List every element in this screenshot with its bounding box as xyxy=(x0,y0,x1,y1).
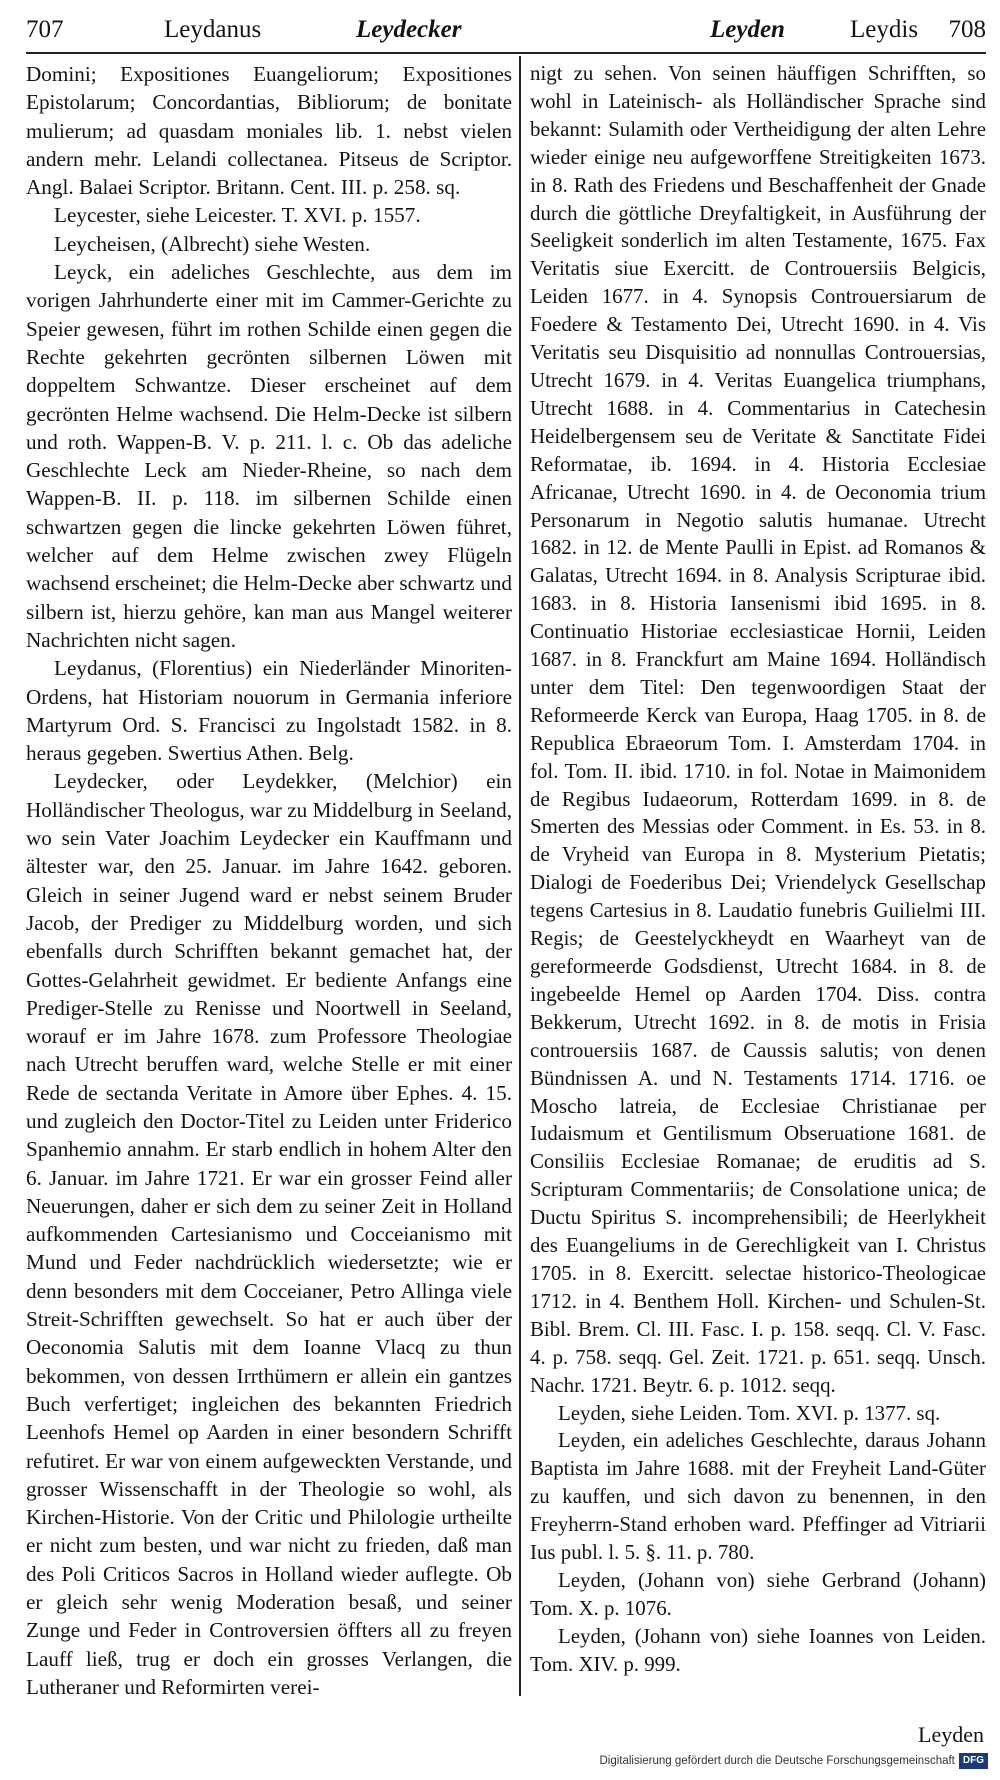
left-catchword: Leydecker xyxy=(356,16,462,43)
right-column xyxy=(530,60,986,1679)
entry-leycheisen: Leycheisen, (Albrecht) siehe Westen. xyxy=(54,231,371,256)
paragraph-continuation: Domini; Expositiones Euangeliorum; Expositiones Epistolarum; Concordantias, Bibliorum; de bonitate mulierum; ad quasdam moniales lib. 1. nebst vielen andern mehr. Lelandi collectanea. Pitseus de Scriptor. Angl. Balaei Scriptor. Britann. Cent. III. p. 258. sq. xyxy=(26,62,512,200)
entry-leycester: Leycester, siehe Leicester. T. XVI. p. 1557. xyxy=(54,203,421,228)
entry-leyden-see-leiden: Leyden, siehe Leiden. Tom. XVI. p. 1377. sq. xyxy=(558,1400,941,1425)
running-header xyxy=(26,10,986,50)
entry-leydecker: Leydecker, oder Leydekker, (Melchior) ein Holländischer Theologus, war zu Middelburg in Seeland, wo sein Vater Joachim Leydecker ein Kauffmann und ältester war, den 25. Januar. im Jahre 1642. geboren. Gleich in seiner Jugend ward er nebst seinem Bruder Jacob, der Prediger zu Middelburg worden, und sich ebenfalls durch Schrifften bekannt gemachet hat, der Gottes-Gelahrheit gewidmet. Er bediente Anfangs eine Prediger-Stelle zu Renisse und Noortwell in Seeland, worauf er im Jahre 1678. zum Professore Theologiae nach Utrecht beruffen ward, welche Stelle er mit einer Rede de sectanda Veritate in Amore über Ephes. 4. 15. und zugleich den Doctor-Titel zu Leiden unter Friderico Spanhemio annahm. Er starb endlich in hohem Alter den 6. Januar. im Jahre 1721. Er war ein grosser Feind aller Neuerungen, daher er sich dem zu seiner Zeit in Holland aufkommenden Cartesianismo und Cocceianismo mit Mund und Feder nachdrücklich wiedersetzte; wie er denn besonders mit dem Cocceianer, Petro Allinga viele Streit-Schrifften gewechselt. So hat er auch über der Oeconomia Salutis mit dem Ioanne Vlacq zu thun bekommen, von dessen Irrthümern er allein ein gantzes Buch verfertiget; ingleichen des bekannten Friedrich Leenhofs Hemel op Aarden in einer besondern Schrifft refutiret. Er war von einem aufgeweckten Verstande, und grosser Wissenschafft in der Theologie so wohl, als Kirchen-Historie. Von der Critic und Philologie urtheilte er nicht zum besten, und war nicht zu frieden, daß man des Poli Criticos Sacros in Holland wieder auflegte. Ob er gleich sehr wenig Moderation besaß, und seiner Zunge und Feder in Controversien öffters all zu freyen Lauff ließ, trug er doch ein grosses Verlangen, die Lutheraner und Reformirten verei- xyxy=(26,769,512,1699)
entry-leyden-johann-ioannes: Leyden, (Johann von) siehe Ioannes von Leiden. Tom. XIV. p. 999. xyxy=(530,1623,986,1676)
left-page-number: 707 xyxy=(26,16,64,43)
header-rule xyxy=(26,52,986,54)
entry-leyck: Leyck, ein adeliches Geschlechte, aus dem im vorigen Jahrhunderte einer mit im Cammer-Gerichte zu Speier gewesen, führt im rothen Schilde einen gegen die Rechte gekehrten gecrönten silbernen Löwen mit doppeltem Schwantze. Dieser erscheinet auf dem gecrönten Helme wachsend. Die Helm-Decke ist silbern und roth. Wappen-B. V. p. 211. l. c. Ob das adeliche Geschlechte Leck am Nieder-Rheine, so nach dem Wappen-B. II. p. 118. im silbernen Schilde einen schwartzen gegen die lincke gekehrten Löwen führet, welcher auf dem Helme zwischen zwey Flügeln wachsend erscheinet; die Helm-Decke aber schwartz und silbern ist, hierzu gehöre, kan man aus Mangel weiterer Nachrichten nicht sagen. xyxy=(26,260,512,652)
footer-text: Digitalisierung gefördert durch die Deutsche Forschungsgemeinschaft xyxy=(599,1755,955,1767)
left-running-title: Leydanus xyxy=(164,16,262,43)
entry-leyden-family: Leyden, ein adeliches Geschlechte, daraus Johann Baptista im Jahre 1688. mit der Freyheit Land-Güter zu kauffen, und sich davon zu benennen, in den Freyherrn-Stand erhoben ward. Pfeffinger ad Vitriarii Ius publ. l. 5. §. 11. p. 780. xyxy=(530,1428,986,1565)
entry-leyden-johann-gerbrand: Leyden, (Johann von) siehe Gerbrand (Johann) Tom. X. p. 1076. xyxy=(530,1567,986,1620)
column-divider xyxy=(519,56,521,1696)
dfg-logo: DFG xyxy=(959,1753,988,1769)
right-running-title: Leydis xyxy=(850,16,919,43)
page-catchword: Leyden xyxy=(918,1722,984,1747)
right-catchword: Leyden xyxy=(710,16,785,43)
entry-leydanus: Leydanus, (Florentius) ein Niederländer Minoriten-Ordens, hat Historiam nouorum in Germania inferiore Martyrum Ord. S. Francisci zu Ingolstadt 1582. in 8. heraus gegeben. Swertius Athen. Belg. xyxy=(26,656,512,766)
right-page-number: 708 xyxy=(948,16,986,43)
entry-leydecker-continued: nigt zu sehen. Von seinen häuffigen Schrifften, so wohl in Lateinisch- als Holländischer Sprache sind bekannt: Sulamith oder Vertheidigung der alten Lehre wieder einige neu aufgeworffene Streitigkeiten 1673. in 8. Rath des Friedens und Beschaffenheit der Gnade durch die göttliche Dreyfaltigkeit, in Ausführung der Seeligkeit sonderlich im alten Testamente, 1675. Fax Veritatis siue Exercitt. de Controuersiis Belgicis, Leiden 1677. in 4. Synopsis Controuersiarum de Foedere & Testamento Dei, Utrecht 1690. in 4. Vis Veritatis seu Disquisitio ad nonnullas Controuersias, Utrecht 1679. in 4. Veritas Euangelica triumphans, Utrecht 1688. in 4. Commentarius in Catechesin Heidelbergensem seu de Veritate & Sanctitate Fidei Reformatae, ib. 1694. in 4. Historia Ecclesiae Africanae, Utrecht 1690. in 4. de Oeconomia trium Personarum in Negotio salutis humanae. Utrecht 1682. in 12. de Mente Paulli in Epist. ad Romanos & Galatas, Utrecht 1694. in 8. Analysis Scripturae ibid. 1683. in 8. Historia Iansenismi ibid 1695. in 8. Continuatio Historiae ecclesiasticae Hornii, Leiden 1687. in 8. Franckfurt am Maine 1694. Holländisch unter dem Titel: Den tegenwoordigen Staat der Reformeerde Kerck van Europa, Haag 1705. in 8. de Republica Ebraeorum Tom. I. Amsterdam 1704. in fol. Tom. II. ibid. 1710. in fol. Notae in Maimonidem de Regibus Iudaeorum, Rotterdam 1699. in 8. de Smerten des Messias oder Comment. in Es. 53. in 8. de Vryheid van Europa in 8. Mysterium Pietatis; Dialogi de Foederibus Dei; Vriendelyck Gesellschap tegens Cartesius in 8. Laudatio funebris Guilielmi III. Regis; de Geestelyckheydt en Waarheyt van de gereformeerde Godsdienst, Utrecht 1684. in 8. de ingebeelde Hemel op Aarden 1704. Diss. contra Bekkerum, Utrecht 1692. in 8. de motis in Frisia controuersiis 1687. de Caussis salutis; von denen Bündnissen A. und N. Testaments 1714. 1716. oe Moscho latreia, de Ecclesiae Christianae per Iudaismum et Gentilismum Obseruatione 1681. de Consiliis Ecclesiae Romanae; de eruditis ad S. Scripturam Commentariis; de Consolatione unica; de Ductu Spiritus S. incomprehensibili; de Heerlykheit des Euangeliums in de Gerechligkeit van I. Christus 1705. in 8. Exercitt. selectae historico-Theologicae 1712. in 4. Benthem Holl. Kirchen- und Schulen-St. Bibl. Brem. Cl. III. Fasc. I. p. 158. seqq. Cl. V. Fasc. 4. p. 758. seqq. Gel. Zeit. 1721. p. 651. seqq. Unsch. Nachr. 1721. Beytr. 6. p. 1012. seqq. xyxy=(530,61,986,1397)
left-column xyxy=(26,60,512,1701)
digitization-footer xyxy=(599,1752,988,1770)
